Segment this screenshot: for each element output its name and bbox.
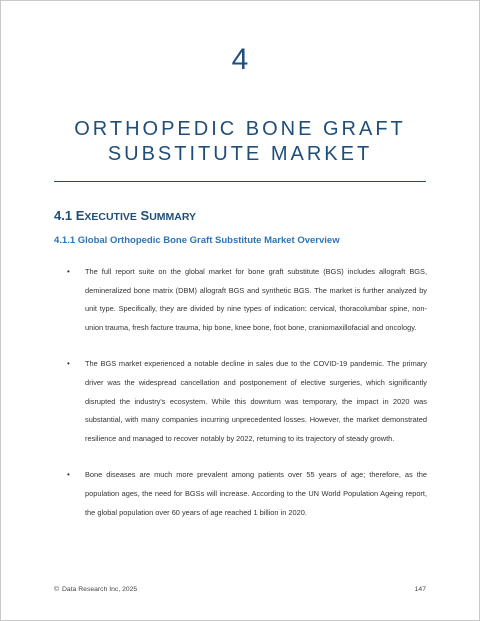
- bullet-icon: •: [67, 359, 70, 369]
- section-title-initial-2: S: [140, 208, 150, 223]
- bullet-text: Bone diseases are much more prevalent among patients over 55 years of age; therefore, as the population ages, the need for BGSs will increase. According to the UN World Population Ageing report, the global population over 60 years of age reached 1 billion in 2020.: [85, 470, 427, 517]
- bullet-icon: •: [67, 470, 70, 480]
- section-heading: [54, 208, 196, 223]
- footer-copyright: [54, 586, 137, 593]
- bullet-list: [67, 263, 427, 522]
- chapter-number: 4: [231, 43, 249, 76]
- bullet-icon: •: [67, 267, 70, 276]
- chapter-title: [1, 117, 479, 167]
- subsection-heading: 4.1.1 Global Orthopedic Bone Graft Substitute Market Overview: [54, 235, 340, 246]
- chapter-title-line-2: SUBSTITUTE MARKET: [107, 143, 373, 165]
- copyright-text: Data Research Inc, 2025: [62, 586, 138, 593]
- title-divider: [54, 181, 426, 182]
- page-number: 147: [414, 586, 426, 593]
- bullet-text: The BGS market experienced a notable decline in sales due to the COVID-19 pandemic. The primary driver was the widespread cancellation and postponement of elective surgeries, which significantly disrupted the industry's ecosystem. While this downturn was temporary, the impact in 2020 was substantial, with many companies incurring unprecedented losses. However, the market demonstrated resilience and managed to recover notably by 2022, returning to its trajectory of steady growth.: [85, 359, 427, 443]
- section-title-rest-1: XECUTIVE: [84, 211, 137, 223]
- copyright-icon: ©: [54, 586, 60, 593]
- bullet-item: [67, 466, 427, 522]
- bullet-item: [67, 355, 427, 448]
- section-title-rest-2: UMMARY: [149, 211, 197, 223]
- section-title-initial-1: E: [75, 208, 85, 223]
- bullet-item: [67, 263, 427, 337]
- bullet-text: The full report suite on the global market for bone graft substitute (BGS) includes allograft BGS, demineralized bone matrix (DBM) allograft BGS and synthetic BGS. The market is further analyzed by unit type. Specifically, they are divided by nine types of indication: cervical, thoracolumbar spine, non-union trauma, fresh facture trauma, hip bone, knee bone, foot bone, craniomaxillofacial and oncology.: [85, 267, 427, 332]
- chapter-title-line-1: ORTHOPEDIC BONE GRAFT: [74, 118, 406, 140]
- section-number: 4.1: [54, 208, 73, 223]
- page-footer: [54, 586, 426, 593]
